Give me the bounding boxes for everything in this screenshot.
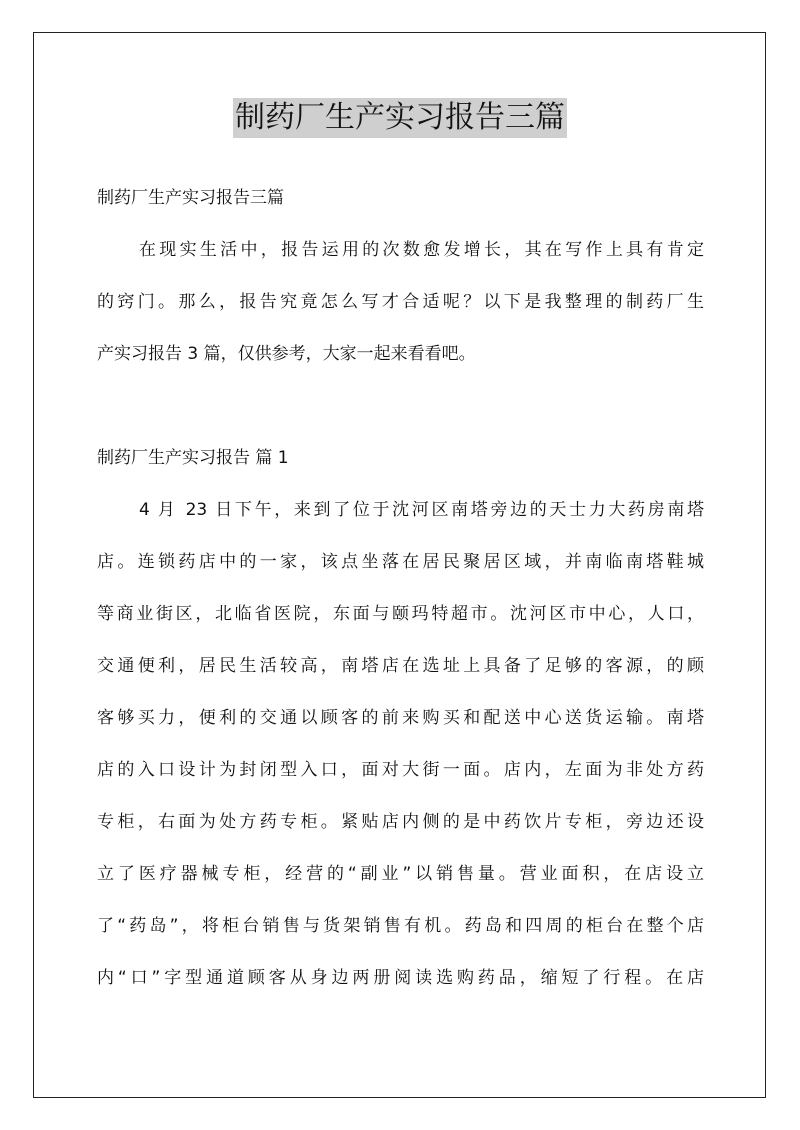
paragraph-line: 的窍门。那么，报告究竟怎么写才合适呢？以下是我整理的制药厂生 xyxy=(97,292,704,312)
paragraph-line: 专柜，右面为处方药专柜。紧贴店内侧的是中药饮片专柜，旁边还设 xyxy=(97,812,704,832)
title-block xyxy=(0,98,800,138)
paragraph-line: 店的入口设计为封闭型入口，面对大街一面。店内，左面为非处方药 xyxy=(97,760,704,780)
subtitle: 制药厂生产实习报告三篇 xyxy=(97,188,284,208)
section-heading: 制药厂生产实习报告 篇 1 xyxy=(97,448,289,468)
paragraph-line: 4 月 23 日下午，来到了位于沈河区南塔旁边的天士力大药房南塔 xyxy=(139,500,704,520)
document-body xyxy=(97,172,704,1004)
paragraph-line: 客够买力，便利的交通以顾客的前来购买和配送中心送货运输。南塔 xyxy=(97,708,704,728)
paragraph-gap xyxy=(97,380,704,432)
paragraph-line: 在现实生活中，报告运用的次数愈发增长，其在写作上具有肯定 xyxy=(139,240,704,260)
document-title: 制药厂生产实习报告三篇 xyxy=(233,98,567,138)
paragraph-line: 交通便利，居民生活较高，南塔店在选址上具备了足够的客源，的顾 xyxy=(97,656,704,676)
paragraph-line: 立了医疗器械专柜，经营的“副业”以销售量。营业面积，在店设立 xyxy=(97,864,704,884)
paragraph-line: 了“药岛”，将柜台销售与货架销售有机。药岛和四周的柜台在整个店 xyxy=(97,916,704,936)
paragraph-line: 店。连锁药店中的一家，该点坐落在居民聚居区域，并南临南塔鞋城 xyxy=(97,552,704,572)
paragraph-line: 等商业街区，北临省医院，东面与颐玛特超市。沈河区市中心，人口， xyxy=(97,604,704,624)
paragraph-line: 产实习报告 3 篇，仅供参考，大家一起来看看吧。 xyxy=(97,344,476,364)
paragraph-line: 内“口”字型通道顾客从身边两册阅读选购药品，缩短了行程。在店 xyxy=(97,968,704,988)
